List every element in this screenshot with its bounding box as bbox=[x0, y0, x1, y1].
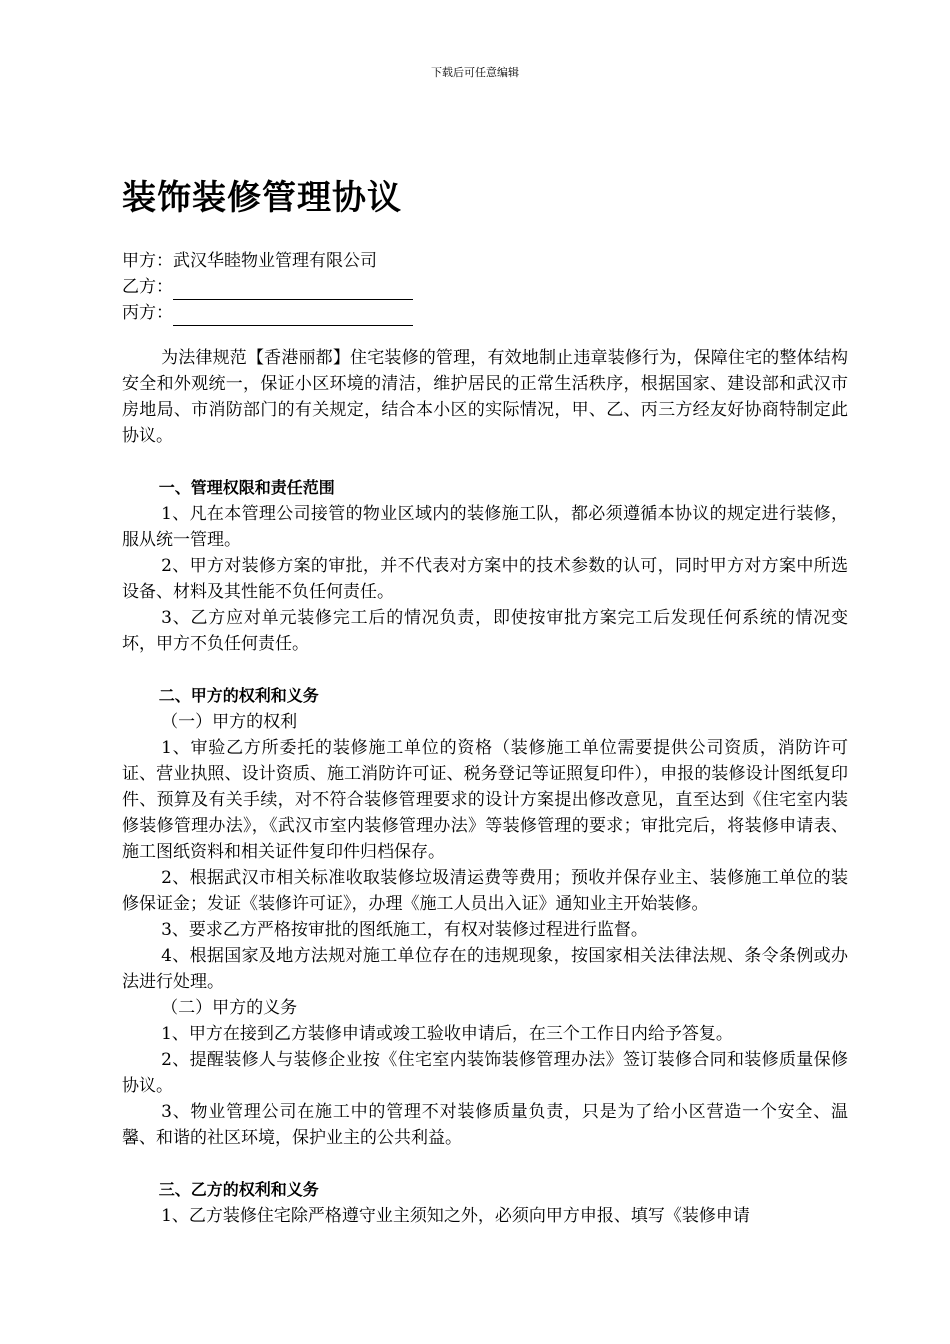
party-b-row bbox=[122, 274, 413, 300]
document-title: 装饰装修管理协议 bbox=[122, 178, 402, 218]
section-1-item: 3、乙方应对单元装修完工后的情况负责，即使按审批方案完工后发现任何系统的情况变坏，甲方不负任何责任。 bbox=[122, 608, 848, 654]
party-c-row bbox=[122, 300, 413, 326]
section-2-subheading-rights: （一）甲方的权利 bbox=[161, 712, 298, 732]
parties-block bbox=[122, 248, 413, 326]
intro-paragraph: 为法律规范【香港丽都】住宅装修的管理，有效地制止违章装修行为，保障住宅的整体结构安全和外观统一，保证小区环境的清洁，维护居民的正常生活秩序，根据国家、建设部和武汉市房地局、市消防部门的有关规定，结合本小区的实际情况，甲、乙、丙三方经友好协商特制定此协议。 bbox=[122, 348, 848, 446]
section-2-heading: 二、甲方的权利和义务 bbox=[158, 686, 319, 705]
section-1-item: 1、凡在本管理公司接管的物业区域内的装修施工队，都必须遵循本协议的规定进行装修，服从统一管理。 bbox=[122, 504, 848, 550]
party-b-label: 乙方： bbox=[122, 277, 173, 297]
section-2-right-item: 4、根据国家及地方法规对施工单位存在的违规现象，按国家相关法律法规、条令条例或办法进行处理。 bbox=[122, 946, 848, 992]
party-c-blank-line bbox=[173, 307, 413, 326]
document-body bbox=[122, 345, 848, 1229]
spacer bbox=[122, 1151, 848, 1177]
section-3-heading: 三、乙方的权利和义务 bbox=[158, 1180, 319, 1199]
section-2-duty-item: 2、提醒装修人与装修企业按《住宅室内装饰装修管理办法》签订装修合同和装修质量保修协议。 bbox=[122, 1050, 848, 1096]
section-1-heading: 一、管理权限和责任范围 bbox=[158, 478, 335, 497]
header-note: 下载后可任意编辑 bbox=[431, 66, 519, 79]
section-2-right-item: 1、审验乙方所委托的装修施工单位的资格（装修施工单位需要提供公司资质，消防许可证、营业执照、设计资质、施工消防许可证、税务登记等证照复印件），申报的装修设计图纸复印件、预算及有关手续，对不符合装修管理要求的设计方案提出修改意见，直至达到《住宅室内装修装修管理办法》，《武汉市室内装修管理办法》等装修管理的要求；审批完后，将装修申请表、施工图纸资料和相关证件复印件归档保存。 bbox=[122, 738, 848, 862]
spacer bbox=[122, 449, 848, 475]
section-2-right-item: 2、根据武汉市相关标准收取装修垃圾清运费等费用；预收并保存业主、装修施工单位的装修保证金；发证《装修许可证》，办理《施工人员出入证》通知业主开始装修。 bbox=[122, 868, 848, 914]
section-2-right-item: 3、要求乙方严格按审批的图纸施工，有权对装修过程进行监督。 bbox=[161, 920, 648, 940]
section-1-item: 2、甲方对装修方案的审批，并不代表对方案中的技术参数的认可，同时甲方对方案中所选设备、材料及其性能不负任何责任。 bbox=[122, 556, 848, 602]
party-a-value: 武汉华睦物业管理有限公司 bbox=[173, 251, 377, 271]
section-3-item: 1、乙方装修住宅除严格遵守业主须知之外，必须向甲方申报、填写《装修申请 bbox=[161, 1206, 750, 1226]
party-a-label: 甲方： bbox=[122, 251, 173, 271]
spacer bbox=[122, 657, 848, 683]
party-a-row bbox=[122, 248, 413, 274]
party-c-label: 丙方： bbox=[122, 303, 173, 323]
section-2-duty-item: 1、甲方在接到乙方装修申请或竣工验收申请后，在三个工作日内给予答复。 bbox=[161, 1024, 733, 1044]
section-2-duty-item: 3、物业管理公司在施工中的管理不对装修质量负责，只是为了给小区营造一个安全、温馨、和谐的社区环境，保护业主的公共利益。 bbox=[122, 1102, 848, 1148]
party-b-blank-line bbox=[173, 281, 413, 300]
section-2-subheading-duties: （二）甲方的义务 bbox=[161, 998, 298, 1018]
